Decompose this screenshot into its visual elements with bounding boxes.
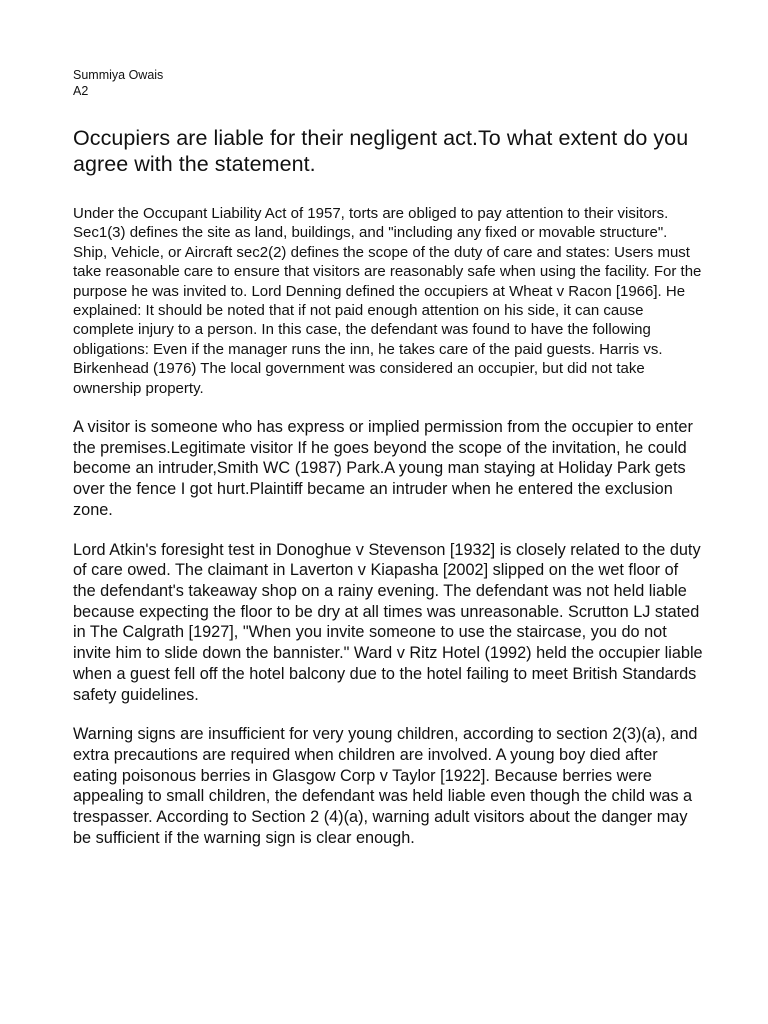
paragraph-1: Under the Occupant Liability Act of 1957, torts are obliged to pay attention to their visitors. Sec1(3) defines the site as land, buildings, and "including any fixed or movable structure". Ship, Vehicle, or Aircraft sec2(2) defines the scope of the duty of care and states: Users must take reasonable care to ensure that visitors are reasonably safe when using the facility. For the purpose he was invited to. Lord Denning defined the occupiers at Wheat v Racon [1966]. He explained: It should be noted that if not paid enough attention on his side, it can cause complete injury to a person. In this case, the defendant was found to have the following obligations: Even if the manager runs the inn, he takes care of the paid guests. Harris vs. Birkenhead (1976) The local government was considered an occupier, but did not take ownership property. xyxy=(73,205,702,397)
paragraph-3: Lord Atkin's foresight test in Donoghue v Stevenson [1932] is closely related to the duty of care owed. The claimant in Laverton v Kiapasha [2002] slipped on the wet floor of the defendant's takeaway shop on a rainy evening. The defendant was not held liable because expecting the floor to be dry at all times was unreasonable. Scrutton LJ stated in The Calgrath [1927], "When you invite someone to use the staircase, you do not invite him to slide down the bannister." Ward v Ritz Hotel (1992) held the occupier liable when a guest fell off the hotel balcony due to the hotel failing to meet British Standards safety guidelines. xyxy=(73,540,703,704)
paragraph-2: A visitor is someone who has express or implied permission from the occupier to enter the premises.Legitimate visitor If he goes beyond the scope of the invitation, he could become an intruder,Smith WC (1987) Park.A young man staying at Holiday Park gets over the fence I got hurt.Plaintiff became an intruder when he entered the exclusion zone. xyxy=(73,418,693,519)
document-page xyxy=(73,67,705,848)
paragraph-4: Warning signs are insufficient for very young children, according to section 2(3)(a), and extra precautions are required when children are involved. A young boy died after eating poisonous berries in Glasgow Corp v Taylor [1922]. Because berries were appealing to small children, the defendant was held liable even though the child was a trespasser. According to Section 2 (4)(a), warning adult visitors about the danger may be sufficient if the warning sign is clear enough. xyxy=(73,725,698,847)
level-label: A2 xyxy=(73,84,89,98)
essay-title: Occupiers are liable for their negligent act.To what extent do you agree with the statement. xyxy=(73,126,689,176)
author-name: Summiya Owais xyxy=(73,68,164,82)
